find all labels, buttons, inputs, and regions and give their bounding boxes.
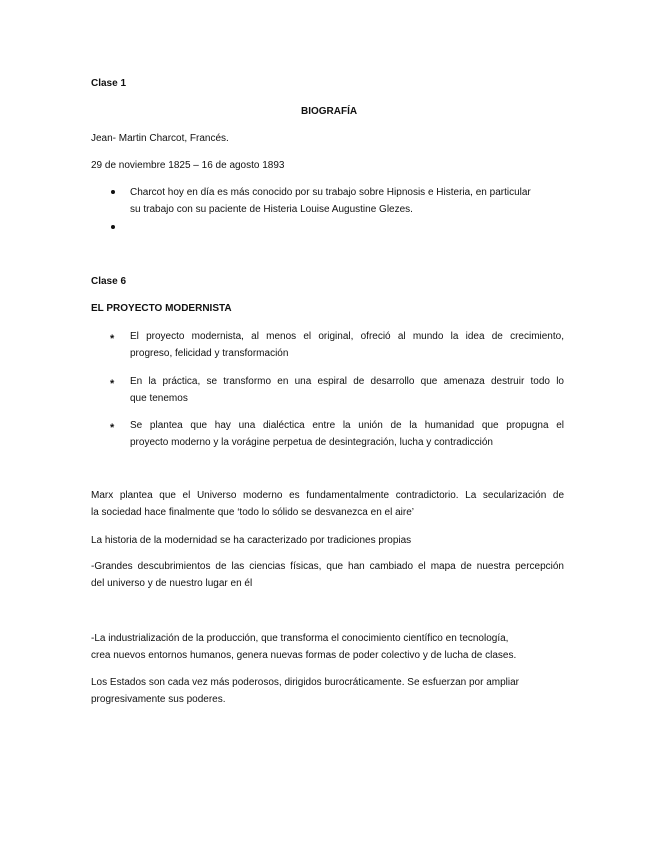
grandes-paragraph — [91, 558, 564, 592]
asterisk-bullet-icon: * — [110, 333, 115, 345]
historia-paragraph: La historia de la modernidad se ha caracterizado por tradiciones propias — [91, 535, 412, 546]
marx-paragraph-line-2: la sociedad hace finalmente que ‘todo lo sólido se desvanezca en el aire’ — [91, 507, 414, 518]
clase1-title: BIOGRAFÍA — [301, 106, 358, 117]
clase6-heading: Clase 6 — [91, 276, 127, 287]
clase6-item-2 — [130, 373, 564, 407]
industrializacion-line-1: -La industrialización de la producción, que transforma el conocimiento científico en tecnología, — [91, 633, 509, 644]
marx-paragraph-line-1: Marx plantea que el Universo moderno es fundamentalmente contradictorio. La secularización de — [91, 490, 564, 501]
clase6-item-3-line-2: proyecto moderno y la vorágine perpetua de desintegración, lucha y contradicción — [130, 437, 493, 448]
clase6-item-1 — [130, 328, 564, 362]
asterisk-bullet-icon: * — [110, 422, 115, 434]
industrializacion-line-2: crea nuevos entornos humanos, genera nuevas formas de poder colectivo y de lucha de clases. — [91, 650, 517, 661]
clase6-item-1-line-1: El proyecto modernista, al menos el original, ofreció al mundo la idea de crecimiento, — [130, 331, 564, 342]
clase1-name-line: Jean- Martin Charcot, Francés. — [91, 133, 229, 144]
clase1-bullet-1-line-2: su trabajo con su paciente de Histeria Louise Augustine Glezes. — [130, 204, 413, 215]
estados-line-1: Los Estados son cada vez más poderosos, dirigidos burocráticamente. Se esfuerzan por ampliar — [91, 677, 520, 688]
clase6-item-2-line-1: En la práctica, se transformo en una espiral de desarrollo que amenaza destruir todo lo — [130, 376, 564, 387]
grandes-paragraph-line-1: -Grandes descubrimientos de las ciencias físicas, que han cambiado el mapa de nuestra percepción — [91, 561, 564, 572]
estados-line-2: progresivamente sus poderes. — [91, 694, 226, 705]
clase6-title: EL PROYECTO MODERNISTA — [91, 303, 232, 314]
bullet-icon — [111, 190, 115, 194]
clase1-dates-line: 29 de noviembre 1825 – 16 de agosto 1893 — [91, 160, 285, 171]
clase6-item-3 — [130, 417, 564, 451]
asterisk-bullet-icon: * — [110, 378, 115, 390]
clase6-item-1-line-2: progreso, felicidad y transformación — [130, 348, 289, 359]
clase1-heading: Clase 1 — [91, 78, 127, 89]
clase1-bullet-1-line-1: Charcot hoy en día es más conocido por su trabajo sobre Hipnosis e Histeria, en particular — [130, 187, 531, 198]
clase6-item-2-line-2: que tenemos — [130, 393, 188, 404]
marx-paragraph — [91, 487, 564, 521]
grandes-paragraph-line-2: del universo y de nuestro lugar en él — [91, 578, 253, 589]
bullet-icon — [111, 225, 115, 229]
clase6-item-3-line-1: Se plantea que hay una dialéctica entre la unión de la humanidad que propugna el — [130, 420, 564, 431]
